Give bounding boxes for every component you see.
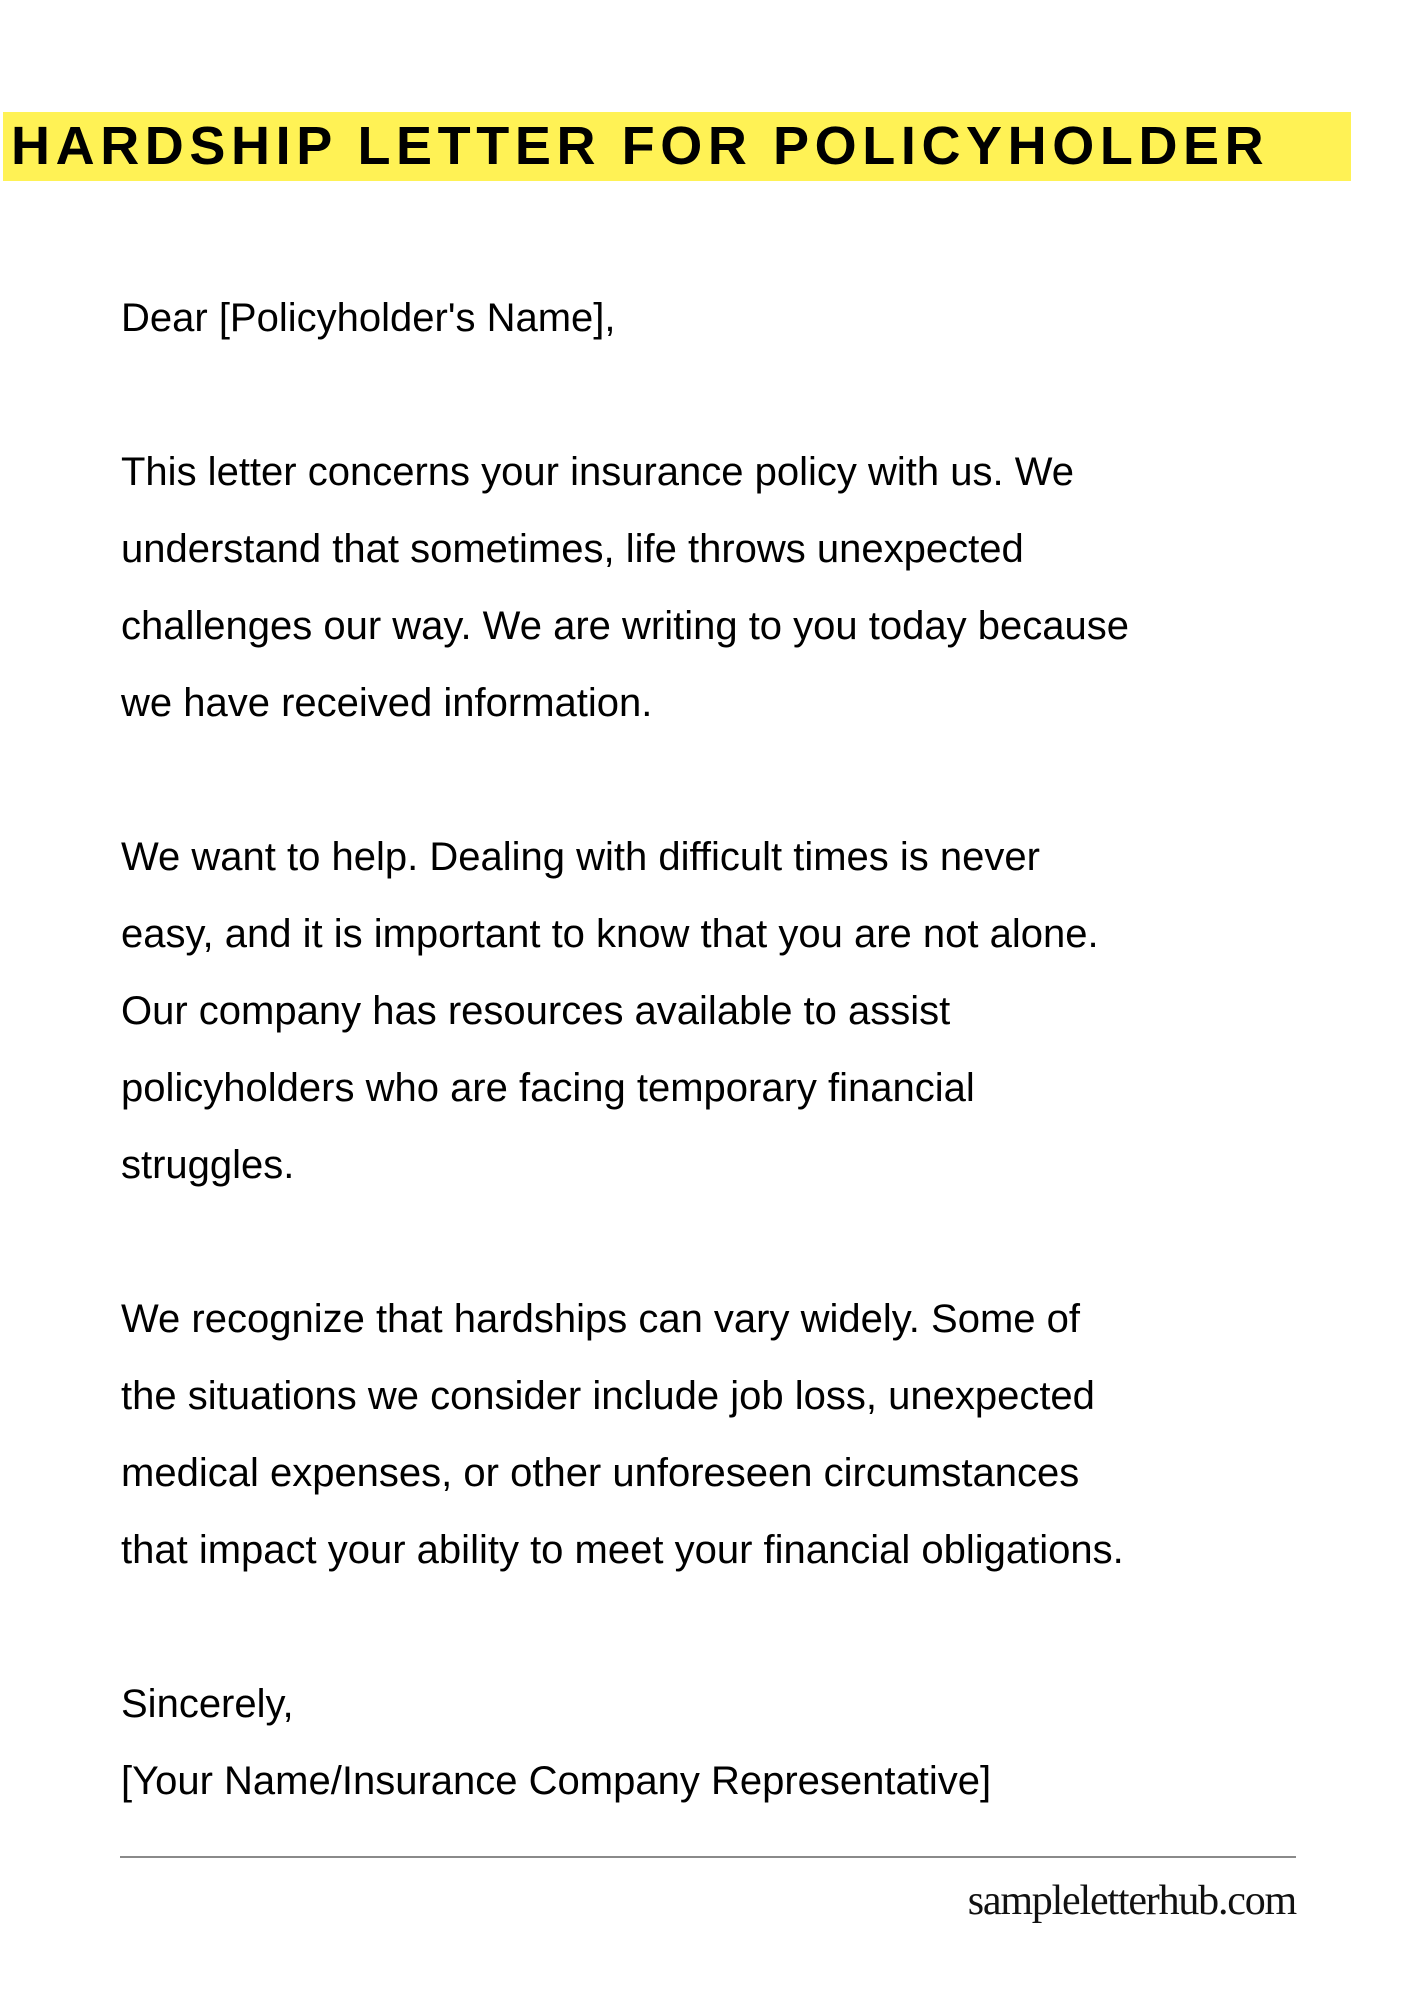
paragraph-3 bbox=[121, 1281, 1381, 1589]
paragraph-line: We recognize that hardships can vary widely. Some of bbox=[121, 1297, 1080, 1341]
closing: Sincerely, bbox=[121, 1682, 294, 1726]
paragraph-line: policyholders who are facing temporary financial bbox=[121, 1066, 975, 1110]
paragraph-line: that impact your ability to meet your financial obligations. bbox=[121, 1528, 1124, 1572]
paragraph-line: medical expenses, or other unforeseen circumstances bbox=[121, 1451, 1080, 1495]
paragraph-line: struggles. bbox=[121, 1143, 295, 1187]
spacer bbox=[121, 1589, 1381, 1666]
letter-title: HARDSHIP LETTER FOR POLICYHOLDER bbox=[11, 116, 1270, 176]
footer-divider bbox=[120, 1856, 1296, 1858]
paragraph-line: Our company has resources available to assist bbox=[121, 989, 951, 1033]
paragraph-line: We want to help. Dealing with difficult times is never bbox=[121, 835, 1040, 879]
letter-body bbox=[121, 280, 1381, 1820]
paragraph-2 bbox=[121, 819, 1381, 1204]
salutation: Dear [Policyholder's Name], bbox=[121, 296, 616, 340]
paragraph-line: challenges our way. We are writing to you today because bbox=[121, 604, 1129, 648]
paragraph-1 bbox=[121, 434, 1381, 742]
paragraph-line: understand that sometimes, life throws unexpected bbox=[121, 527, 1024, 571]
spacer bbox=[121, 1204, 1381, 1281]
spacer bbox=[121, 357, 1381, 434]
footer-website: sampleletterhub.com bbox=[967, 1878, 1296, 1924]
paragraph-line: easy, and it is important to know that you are not alone. bbox=[121, 912, 1099, 956]
paragraph-line: we have received information. bbox=[121, 681, 653, 725]
paragraph-line: This letter concerns your insurance policy with us. We bbox=[121, 450, 1074, 494]
spacer bbox=[121, 742, 1381, 819]
paragraph-line: the situations we consider include job loss, unexpected bbox=[121, 1374, 1095, 1418]
signature: [Your Name/Insurance Company Representative] bbox=[121, 1759, 992, 1803]
